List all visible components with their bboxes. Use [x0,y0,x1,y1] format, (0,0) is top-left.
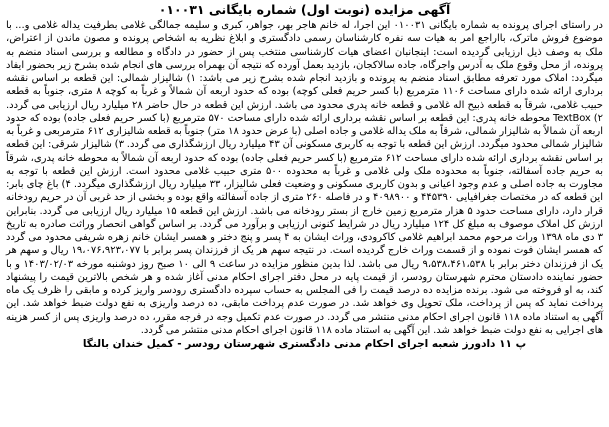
notice-body: در راستای اجرای پرونده به شماره بایگانی ۰۱۰۰۳۱ این اجرا، له خانم هاجر بهر، جواهر، کبری و سلیمه جمالگی غلامی بطرفیت یداله غلامی و... با موضوع فروش ماترک، بااراجع امر به هیات سه نفره کارشناسان رسمی دادگستری و ابلاغ نظریه به اشخاص پرونده و مصون ماندن از اعتراض، ملک به وصف ذیل ارزیابی گردیده است: اینجانبان اعضای هیات کارشناسی منتخب پس از حضور در دادگاه و مطالعه و بررسی اسناد منضم به پرونده، از محل وقوع ملک به آدرس واجرگاه، جاده سالاکجان، بازدید بعمل آورده که نتیجه آن بهمراه بررسی های انجام شده بشرح زیر بحضور ایفاد میگردد: املاک مورد تعرفه مطابق اسناد منضم به پرونده و بازدید انجام شده بشرح زیر می باشد: ۱) شالیزار شمالی: این قطعه بر اساس نقشه برداری ارائه شده دارای مساحت ۱۱۰۶ مترمربع (با کسر حریم فعلی کوچه) بوده که حدود اربعه آن شمالاً و غرباً به کوچه ۸ متری، جنوباً به قطعه حبیب غلامی، شرقاً به قطعه ذبیح اله غلامی و قطعه خانه پدری محدود می باشد. ارزش این قطعه در حال حاضر ۲۸ میلیارد ریال ارزیابی می گردد. ۲) TextBox محوطه خانه پدری: این قطعه بر اساس نقشه برداری ارائه شده دارای مساحت ۵۷۰ مترمربع (با کسر حریم فعلی جاده) بوده که حدود اربعه آن شمالاً به شالیزار شمالی، شرقاً به ملک یداله غلامی و جاده اصلی (با عرض حدود ۱۸ متر) جنوباً به قطعه شالیزاری ۶۱۲ مترمربعی و غرباً به شالیزار شمالی محدود میگردد. ارزش این قطعه با توجه به کاربری مسکونی آن ۴۳ میلیارد ریال ارزشگذاری می گردد. ۳) شالیزار شرقی: این قطعه بر اساس نقشه برداری ارائه شده دارای مساحت ۶۱۲ مترمربع (با کسر حریم فعلی جاده) بوده که حدود اربعه آن شمالاً به محوطه خانه پدری، شرقاً به حریم جاده آسفالته، جنوباً به محدوده ملک ولی غلامی و غرباً به محدوده ۵۰۰ متری حبیب غلامی محدود است. ارزش این قطعه با توجه به مجاورت به جاده اصلی و عدم وجود اعیانی و بدون کاربری مسکونی و وضعیت فعلی شالیزار، ۳۳ میلیارد ریال ارزشگذاری میگردد. ۴) باغ چای بابر: این قطعه که در مختصات جغرافیایی ۴۴۵۳۹۰ و ۴۰۹۸۹۰۰ و در فاصله ۲۶۰ متری از جاده آسفالته واقع بوده و بخشی از حد غربی آن در حریم رودخانه قرار دارد، دارای مساحت حدود ۵ هزار مترمربع زمین خارج از بستر رودخانه می باشد. ارزش این قطعه ۱۵ میلیارد ریال ارزیابی می گردد. بنابراین ارزش کل املاک موصوف به مبلغ کل ۱۲۴ میلیارد ریال در شرایط کنونی ارزیابی و برآورد می گردد. بر اساس گواهی انحصار وراثت صادره به تاریخ ۳ دی ماه ۱۳۹۸ وراث مرحوم محمد ابراهیم غلامی کاکرودی، وراث ایشان به ۴ پسر و پنج دختر و همسر ایشان خانم زهره شریفی محدود می گردد که همسر ایشان فوت نموده و از قسمت وراث خارج گردیده است. در نتیجه سهم هر یک از فرزندان پسر برابر با ۱۹،۰۷۶،۹۲۳،۰۷۷ ریال و سهم هر یک از فرزندان دختر برابر با ۹،۵۳۸،۴۶۱،۵۳۸ ریال می باشد. لذا بدین منظور مزایده در ساعت ۹ الی ۱۰ صبح روز دوشنبه مورخه ۱۴۰۳/۰۲/۰۳ و با حضور نماینده دادستان محترم شهرستان رودسر، از قیمت پایه در محل دفتر اجرای احکام مدنی آغاز شده و هر شخص بالاترین قیمت را پیشنهاد کند، به او فروخته می شود. برنده مزایده ده درصد قیمت را فی المجلس به حساب سپرده دادگستری رودسر واریز کرده و مابقی را ظرف یک ماه پرداخت نماید که پس از پرداخت، ملک تحویل وی خواهد شد. در صورت عدم پرداخت مابقی، ده درصد واریزی به نفع دولت ضبط خواهد شد. این آگهی به استناد ماده ۱۱۸ قانون اجرای احکام مدنی منتشر می گردد. در صورت عدم تکمیل وجه در فرجه مقرر، ده درصد واریزی پس از کسر هزینه های اجرایی به نفع دولت ضبط خواهد شد. این آگهی به استناد ماده ۱۱۸ قانون اجرای احکام مدنی منتشر می گردد. [6,20,604,336]
notice-signature: پ ۱۱ دادورز شعبه اجرای احکام مدنی دادگستری شهرستان رودسر - کمیل خندان بالنگا [82,338,527,350]
auction-notice [2,2,607,425]
notice-title: آگهی مزایده (نوبت اول) شماره بایگانی ۰۱۰۰۳۱ [158,2,451,17]
